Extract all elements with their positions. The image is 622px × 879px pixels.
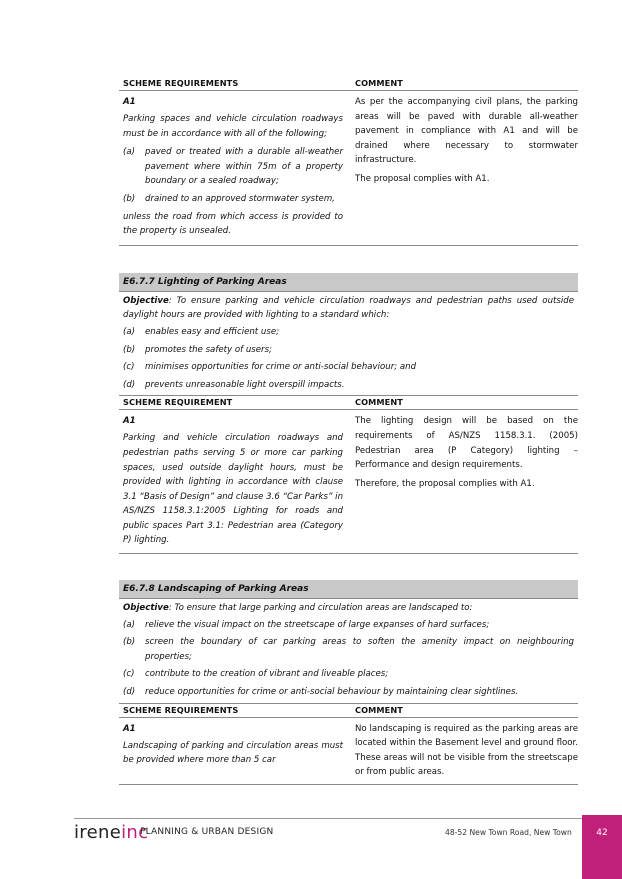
footer-divider [74, 818, 582, 819]
list-item [123, 378, 574, 393]
objective-text: : To ensure that large parking and circulation areas are landscaped to: [168, 603, 473, 614]
comment-paragraph: Therefore, the proposal complies with A1. [355, 478, 535, 489]
header-scheme-requirements: SCHEME REQUIREMENTS [123, 78, 239, 88]
comment-paragraph: As per the accompanying civil plans, the parking areas will be paved with durable all-weather pavement in compliance with A1 and will be drained where necessary to stormwater infrastructure. [355, 97, 578, 166]
list-item-text: reduce opportunities for crime or anti-social behaviour by maintaining clear sightlines. [145, 687, 519, 698]
objective-text: : To ensure parking and vehicle circulation roadways and pedestrian paths used outside daylight hours are provided with lighting to a standard which: [123, 295, 574, 321]
a1-label: A1 [123, 723, 136, 734]
project-address: 48-52 New Town Road, New Town [445, 828, 572, 837]
header-comment: COMMENT [355, 397, 403, 408]
company-subtitle: PLANNING & URBAN DESIGN [140, 827, 274, 837]
list-item-text: drained to an approved stormwater system, [145, 193, 335, 204]
list-item-text: promotes the safety of users; [145, 344, 272, 355]
list-item-label: (d) [123, 687, 136, 698]
comment-paragraph: The lighting design will be based on the requirements of AS/NZS 1158.3.1. (2005) Pedestrian area (P Category) lighting – Performance and design requirements. [355, 416, 578, 471]
list-item-text: relieve the visual impact on the streetscape of large expanses of hard surfaces; [145, 619, 490, 630]
list-item-text: minimises opportunities for crime or anti-social behaviour; and [145, 362, 417, 373]
list-item-label: (a) [123, 619, 135, 630]
objective-label: Objective [123, 295, 169, 306]
requirement-text: Parking and vehicle circulation roadways and pedestrian paths serving 5 or more car parking spaces, used outside daylight hours, must be provided with lighting in accordance with clause 3.1 “Basis of Design” and clause 3.6 “Car Parks” in AS/NZS 1158.3.1:2005 Lighting for roads and public spaces Part 3.1: Pedestrian area (Category P) lighting. [123, 433, 344, 546]
requirement-cell [119, 95, 349, 243]
list-item [123, 343, 574, 358]
list-item [123, 635, 574, 664]
table-row [119, 718, 578, 785]
header-comment: COMMENT [355, 78, 403, 88]
list-item-text: contribute to the creation of vibrant and liveable places; [145, 669, 389, 680]
header-scheme-requirements: SCHEME REQUIREMENTS [123, 704, 239, 715]
comment-cell [349, 414, 578, 552]
logo-main-text: irene [74, 822, 122, 843]
list-item-label: (c) [123, 362, 135, 373]
table-row [119, 91, 578, 246]
list-item [123, 145, 343, 189]
list-item [123, 360, 574, 375]
list-item-label: (b) [123, 193, 136, 204]
page-number: 42 [582, 815, 622, 879]
section-title: E6.7.7 Lighting of Parking Areas [119, 273, 578, 292]
comment-paragraph: The proposal complies with A1. [355, 173, 490, 184]
list-item [123, 685, 574, 700]
list-item-label: (a) [123, 326, 135, 337]
list-item [123, 667, 574, 682]
comment-cell [349, 95, 578, 243]
requirement-closing: unless the road from which access is provided to the property is unsealed. [123, 211, 343, 237]
list-item [123, 325, 574, 340]
list-item-text: screen the boundary of car parking areas to soften the amenity impact on neighbouring properties; [145, 637, 574, 662]
page-footer [0, 815, 622, 879]
requirement-cell [119, 722, 349, 784]
document-page [119, 77, 578, 785]
list-item-label: (c) [123, 669, 135, 680]
objective-block [119, 599, 578, 700]
list-item-label: (d) [123, 379, 136, 390]
objective-label: Objective [123, 603, 169, 614]
list-item-label: (a) [123, 147, 135, 158]
table-row [119, 410, 578, 554]
list-item-text: paved or treated with a durable all-weather pavement where within 75m of a property boundary or a sealed roadway; [145, 147, 343, 187]
a1-label: A1 [123, 97, 136, 107]
company-logo [74, 822, 148, 843]
logo-accent-text: inc [121, 822, 149, 843]
header-comment: COMMENT [355, 704, 403, 715]
requirement-text: Landscaping of parking and circulation areas must be provided where more than 5 car [123, 740, 343, 766]
table-header [119, 703, 578, 718]
section-title: E6.7.8 Landscaping of Parking Areas [119, 580, 578, 599]
objective-paragraph [123, 601, 574, 616]
list-item-text: prevents unreasonable light overspill impacts. [145, 379, 345, 390]
comment-cell [349, 722, 578, 784]
requirement-cell [119, 414, 349, 552]
comment-paragraph: No landscaping is required as the parking areas are located within the Basement level and ground floor. These areas will not be visible from the streetscape or from public areas. [355, 723, 578, 778]
list-item [123, 618, 574, 633]
list-item-text: enables easy and efficient use; [145, 326, 280, 337]
requirement-intro: Parking spaces and vehicle circulation roadways must be in accordance with all of the following; [123, 114, 343, 139]
objective-paragraph [123, 294, 574, 323]
list-item-label: (b) [123, 637, 136, 648]
header-scheme-requirement: SCHEME REQUIREMENT [123, 397, 233, 408]
table-header [119, 77, 578, 91]
table-header [119, 395, 578, 410]
list-item-label: (b) [123, 344, 136, 355]
a1-label: A1 [123, 416, 136, 427]
objective-block [119, 292, 578, 393]
list-item [123, 192, 343, 207]
